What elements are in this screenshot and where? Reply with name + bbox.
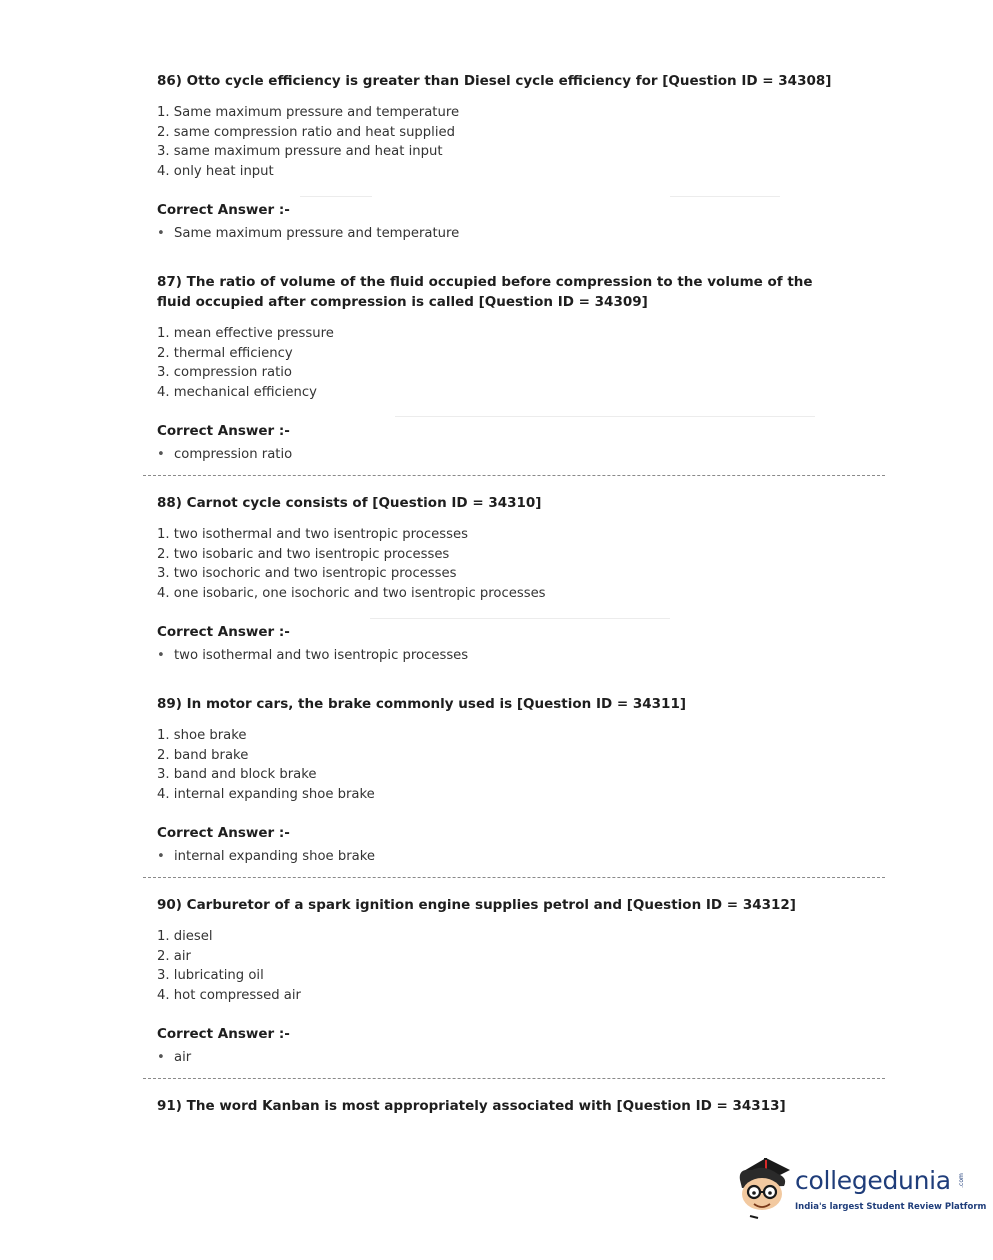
correct-answer: • two isothermal and two isentropic processes	[157, 647, 837, 665]
option: 1. diesel	[157, 929, 213, 944]
options-list	[157, 525, 837, 603]
options-list	[157, 103, 837, 181]
correct-answer: • internal expanding shoe brake	[157, 848, 837, 866]
option: 2. same compression ratio and heat supplied	[157, 124, 455, 140]
question-91	[157, 1096, 837, 1116]
scan-artifact-line	[395, 416, 815, 417]
correct-answer: • Same maximum pressure and temperature	[157, 225, 837, 243]
question-title: 88) Carnot cycle consists of [Question ID = 34310]	[157, 495, 542, 511]
scan-artifact-line	[370, 618, 670, 619]
option: 3. same maximum pressure and heat input	[157, 144, 443, 160]
option: 2. two isobaric and two isentropic processes	[157, 546, 450, 562]
option: 1. two isothermal and two isentropic processes	[157, 527, 468, 542]
correct-answer-label: Correct Answer :-	[157, 1026, 290, 1043]
mascot-icon	[734, 1152, 794, 1222]
brand-domain: .com	[957, 1173, 965, 1188]
collegedunia-logo	[734, 1152, 987, 1222]
scan-artifact-line	[670, 196, 780, 197]
correct-answer: • compression ratio	[157, 446, 837, 464]
scan-artifact-line	[300, 196, 372, 197]
option: 4. internal expanding shoe brake	[157, 786, 375, 802]
question-88	[157, 493, 837, 665]
correct-answer-label: Correct Answer :-	[157, 624, 290, 641]
option: 2. band brake	[157, 747, 249, 763]
question-86	[157, 71, 837, 243]
option: 1. shoe brake	[157, 728, 247, 743]
question-title: 89) In motor cars, the brake commonly used is [Question ID = 34311]	[157, 696, 687, 712]
options-list	[157, 324, 837, 402]
option: 4. one isobaric, one isochoric and two isentropic processes	[157, 585, 546, 601]
correct-answer: • air	[157, 1049, 837, 1067]
option: 3. band and block brake	[157, 767, 317, 783]
option: 4. mechanical efficiency	[157, 384, 317, 400]
page-divider	[143, 877, 885, 878]
question-90	[157, 895, 837, 1067]
option: 2. thermal efficiency	[157, 345, 293, 361]
option: 1. mean effective pressure	[157, 326, 334, 341]
question-title: 87) The ratio of volume of the fluid occupied before compression to the volume of the fluid occupied after compression is called [Question ID = 34309]	[157, 274, 813, 310]
brand-name: collegedunia	[795, 1166, 951, 1195]
options-list	[157, 726, 837, 804]
brand-tagline: India's largest Student Review Platform	[795, 1202, 987, 1212]
question-89	[157, 694, 837, 866]
option: 3. compression ratio	[157, 365, 292, 381]
option: 3. two isochoric and two isentropic processes	[157, 566, 457, 582]
option: 4. hot compressed air	[157, 987, 301, 1003]
page-divider	[143, 475, 885, 476]
option: 1. Same maximum pressure and temperature	[157, 105, 460, 120]
question-87	[157, 272, 837, 464]
correct-answer-label: Correct Answer :-	[157, 202, 290, 219]
question-title: 86) Otto cycle efficiency is greater than Diesel cycle efficiency for [Question ID = 34308]	[157, 73, 832, 89]
question-title: 91) The word Kanban is most appropriately associated with [Question ID = 34313]	[157, 1098, 786, 1114]
option: 3. lubricating oil	[157, 968, 264, 984]
options-list	[157, 927, 837, 1005]
question-title: 90) Carburetor of a spark ignition engine supplies petrol and [Question ID = 34312]	[157, 897, 796, 913]
correct-answer-label: Correct Answer :-	[157, 825, 290, 842]
option: 4. only heat input	[157, 163, 274, 179]
page-divider	[143, 1078, 885, 1079]
correct-answer-label: Correct Answer :-	[157, 423, 290, 440]
option: 2. air	[157, 948, 191, 964]
